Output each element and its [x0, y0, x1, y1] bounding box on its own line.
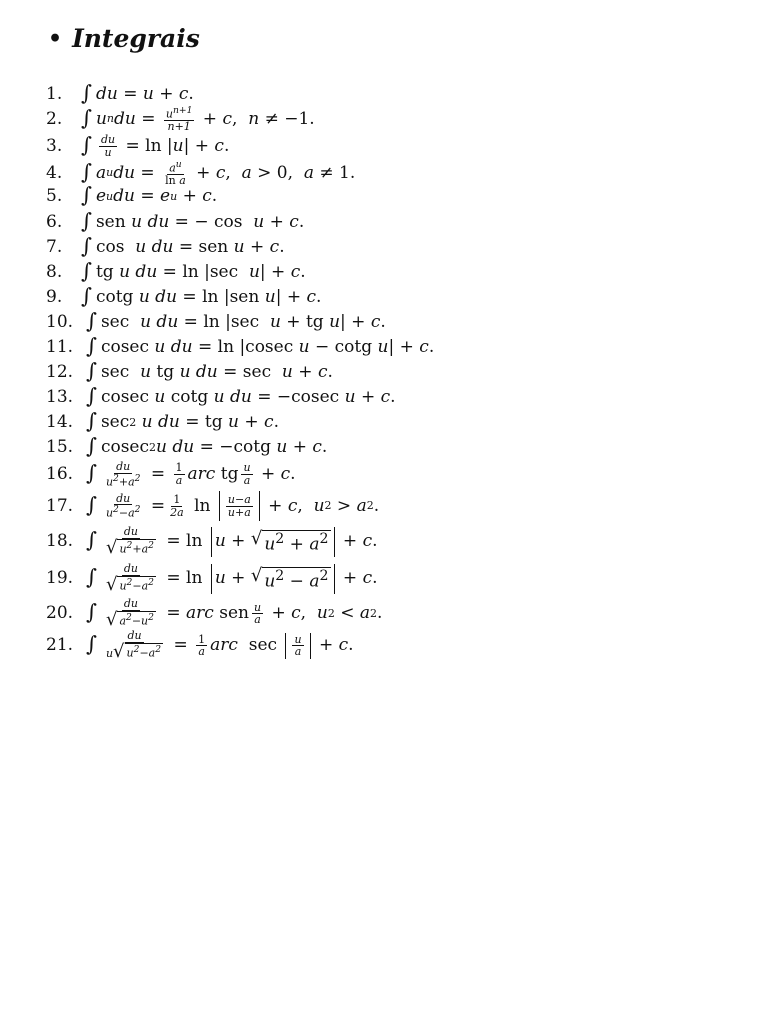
- section-title-text: Integrais: [72, 24, 200, 53]
- formula-6: [0, 209, 305, 233]
- formula-number: 6.: [46, 212, 63, 232]
- formula-expression: ∫ cosec u du = ln |cosec u − cotg u | + c .: [86, 334, 435, 358]
- formula-13: [0, 384, 396, 408]
- formula-expression: ∫ cos u du = sen u + c .: [81, 234, 285, 258]
- formula-number: 9.: [46, 287, 63, 307]
- formula-number: 21.: [46, 635, 74, 656]
- formula-expression: ∫ u n du = $\frac{u^{n+1}}{n+1}$ + c , n ≠ −1.: [81, 105, 315, 134]
- formula-expression: ∫ du √ $a^2-u^2$ = arc sen $\frac{u}{a}$ + c , u 2 < a 2 .: [86, 597, 383, 630]
- formula-expression: ∫ du u √ $u^2-a^2$ = $\frac{1}{a}$ arc sec $\frac{u}{a}$ + c .: [86, 629, 354, 662]
- formula-16: [0, 461, 296, 488]
- formula-expression: ∫ sec 2 u du = tg u + c .: [86, 409, 279, 433]
- formula-number: 17.: [46, 495, 74, 516]
- formula-3: [0, 134, 229, 158]
- formula-8: [0, 259, 306, 283]
- formula-number: 5.: [46, 186, 63, 206]
- section-title: [48, 24, 200, 53]
- formula-number: 19.: [46, 568, 74, 589]
- formula-15: [0, 434, 328, 458]
- formula-expression: ∫ sec u du = ln |sec u + tg u | + c .: [86, 309, 386, 333]
- formula-10: [0, 309, 386, 333]
- formula-expression: ∫ cotg u du = ln |sen u | + c .: [81, 284, 322, 308]
- formula-14: [0, 409, 279, 433]
- formula-number: 16.: [46, 463, 74, 484]
- formula-21: [0, 630, 354, 661]
- formula-11: [0, 334, 435, 358]
- formula-number: 14.: [46, 412, 74, 432]
- formula-expression: ∫ du √ $u^2-a^2$ = ln u + √ $u^2 - a^2$ + c .: [86, 562, 378, 595]
- formula-expression: ∫ $\frac{du}{u}$ = ln | u | + c .: [81, 132, 230, 159]
- formula-expression: ∫ a u du = $\frac{a^u}{\text{ln a}}$ + c , a > 0, a ≠ 1.: [81, 159, 356, 188]
- formula-number: 15.: [46, 437, 74, 457]
- formula-18: [0, 526, 378, 557]
- formula-expression: ∫ cosec 2 u du = −cotg u + c .: [86, 434, 328, 458]
- formula-expression: ∫ e u du = e u + c .: [81, 183, 218, 207]
- formula-number: 3.: [46, 135, 63, 156]
- formula-expression: ∫ du √ $u^2+a^2$ = ln u + √ $u^2 + a^2$ + c .: [86, 525, 378, 558]
- formula-number: 11.: [46, 337, 74, 357]
- formula-number: 7.: [46, 237, 63, 257]
- formula-expression: ∫ sec u tg u du = sec u + c .: [86, 359, 333, 383]
- formula-number: 10.: [46, 312, 74, 332]
- formula-expression: ∫ $\frac{du}{u^2+a^2}$ = $\frac{1}{a}$ arc tg $\frac{u}{a}$ + c .: [86, 460, 296, 489]
- formula-number: 13.: [46, 387, 74, 407]
- formula-number: 1.: [46, 84, 63, 104]
- bullet-icon: •: [48, 25, 63, 52]
- formula-17: [0, 491, 379, 521]
- formula-2: [0, 106, 315, 133]
- formula-4: [0, 160, 355, 187]
- formula-12: [0, 359, 333, 383]
- formula-number: 4.: [46, 162, 63, 183]
- formula-number: 18.: [46, 531, 74, 552]
- formula-1: [0, 81, 194, 105]
- formula-5: [0, 183, 218, 207]
- formula-number: 2.: [46, 108, 63, 129]
- formula-7: [0, 234, 285, 258]
- formula-9: [0, 284, 322, 308]
- formula-number: 12.: [46, 362, 74, 382]
- formula-number: 8.: [46, 262, 63, 282]
- formula-expression: ∫ tg u du = ln |sec u | + c .: [81, 259, 306, 283]
- formula-number: 20.: [46, 603, 74, 624]
- formula-expression: ∫ $\frac{du}{u^2-a^2}$ = $\frac{1}{2a}$ ln $\frac{u-a}{u+a}$ + c , u 2 > a 2 .: [86, 491, 380, 520]
- formula-20: [0, 598, 382, 629]
- formula-expression: ∫ sen u du = − cos u + c .: [81, 209, 305, 233]
- formula-19: [0, 563, 378, 594]
- formula-expression: ∫ du = u + c .: [81, 81, 194, 105]
- formula-expression: ∫ cosec u cotg u du = −cosec u + c .: [86, 384, 396, 408]
